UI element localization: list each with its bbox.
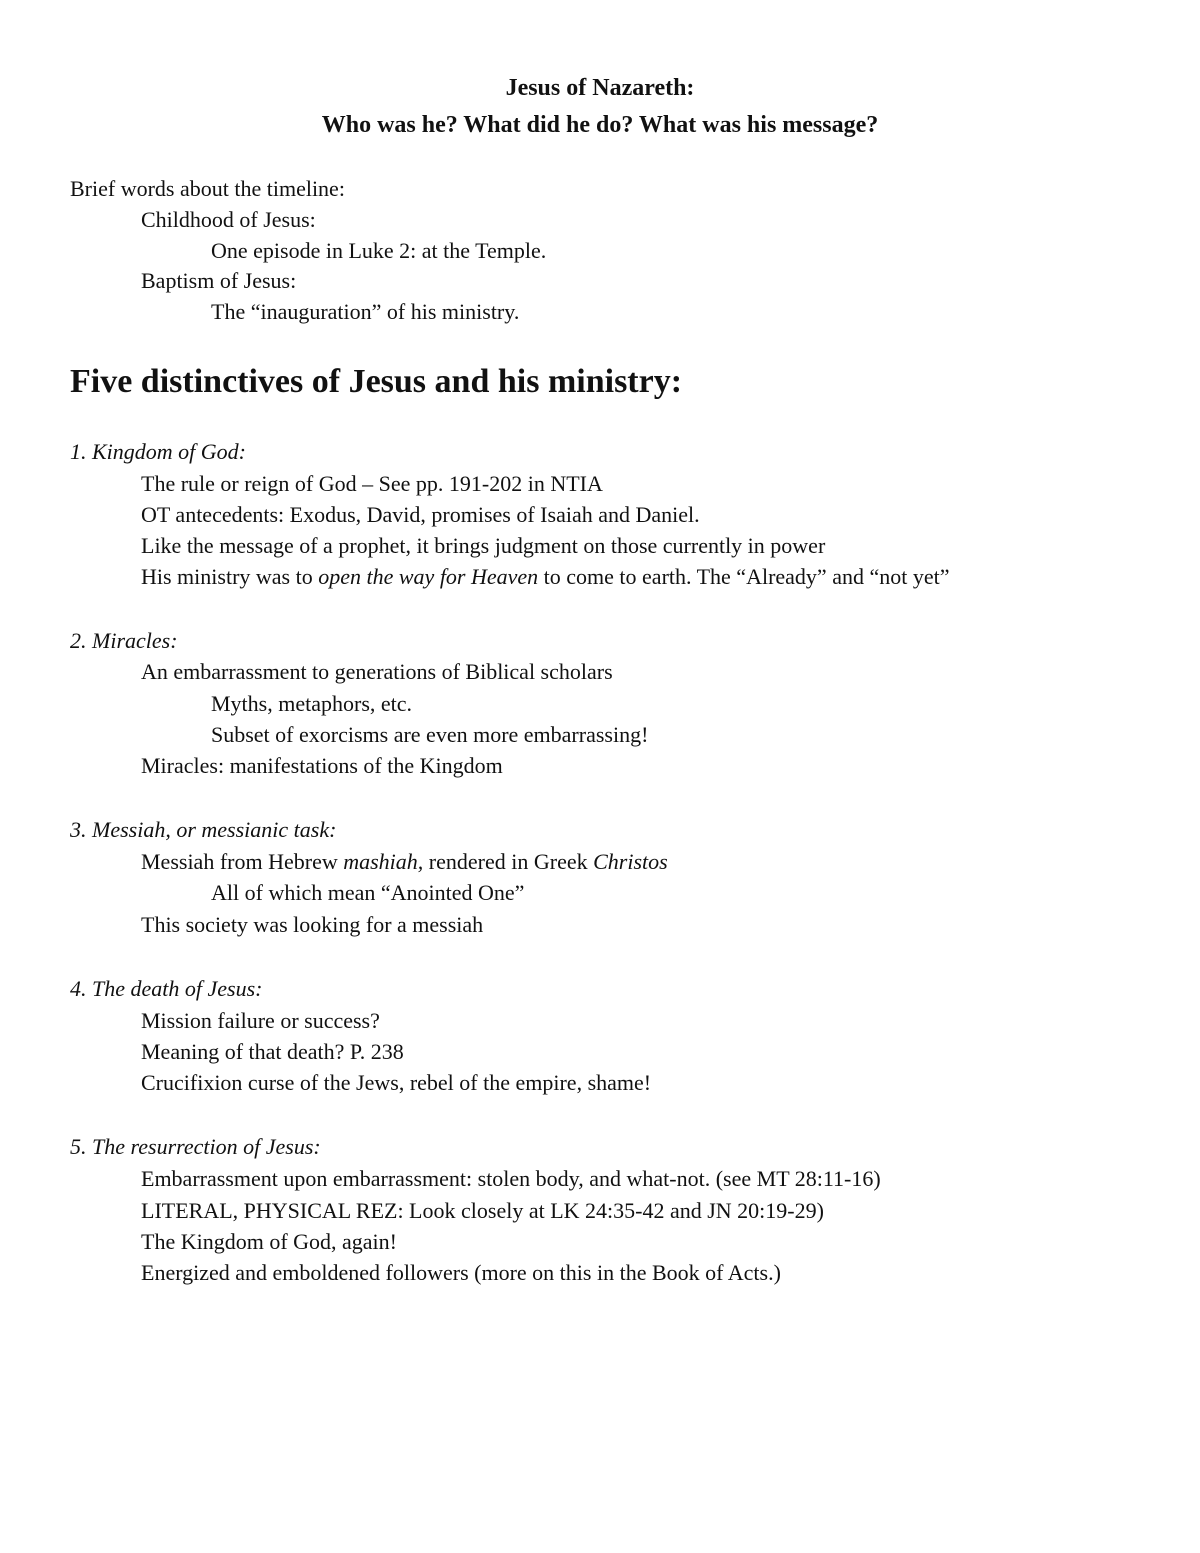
item-line: An embarrassment to generations of Biblical scholars <box>141 659 613 684</box>
item-subline: Myths, metaphors, etc. <box>211 691 413 716</box>
item-line: Meaning of that death? P. 238 <box>141 1039 404 1064</box>
text-run: His ministry was to <box>141 564 319 589</box>
item-line-mixed <box>141 562 949 592</box>
timeline-intro: Brief words about the timeline: <box>70 176 345 201</box>
item-subline: All of which mean “Anointed One” <box>211 880 525 905</box>
document-title: Jesus of Nazareth: <box>505 75 695 101</box>
timeline-childhood-detail: One episode in Luke 2: at the Temple. <box>211 238 547 263</box>
emphasized-text: open the way for Heaven <box>318 564 539 589</box>
item-line: Like the message of a prophet, it brings judgment on those currently in power <box>141 533 826 558</box>
timeline-baptism-detail: The “inauguration” of his ministry. <box>211 299 520 324</box>
emphasized-text: Christos <box>593 849 668 874</box>
item-heading-miracles: 2. Miracles: <box>70 628 178 653</box>
item-line: This society was looking for a messiah <box>141 912 484 937</box>
emphasized-text: mashiah, <box>343 849 424 874</box>
item-heading-resurrection: 5. The resurrection of Jesus: <box>70 1134 321 1159</box>
item-line: OT antecedents: Exodus, David, promises of Isaiah and Daniel. <box>141 502 700 527</box>
item-line: Mission failure or success? <box>141 1008 380 1033</box>
item-line: Miracles: manifestations of the Kingdom <box>141 753 503 778</box>
item-line: The Kingdom of God, again! <box>141 1229 397 1254</box>
item-heading-kingdom: 1. Kingdom of God: <box>70 439 246 464</box>
item-line: Crucifixion curse of the Jews, rebel of the empire, shame! <box>141 1070 652 1095</box>
item-line-mixed <box>141 847 668 877</box>
item-line: Embarrassment upon embarrassment: stolen body, and what-not. (see MT 28:11-16) <box>141 1166 881 1191</box>
text-run: Messiah from Hebrew <box>141 849 344 874</box>
document-subtitle: Who was he? What did he do? What was his message? <box>321 112 879 138</box>
item-line: Energized and emboldened followers (more on this in the Book of Acts.) <box>141 1260 781 1285</box>
item-heading-messiah: 3. Messiah, or messianic task: <box>70 817 337 842</box>
item-heading-death: 4. The death of Jesus: <box>70 976 263 1001</box>
item-subline: Subset of exorcisms are even more embarrassing! <box>211 722 649 747</box>
item-line: LITERAL, PHYSICAL REZ: Look closely at LK 24:35-42 and JN 20:19-29) <box>141 1198 824 1223</box>
timeline-childhood: Childhood of Jesus: <box>141 207 316 232</box>
section-heading: Five distinctives of Jesus and his ministry: <box>70 363 683 400</box>
item-line: The rule or reign of God – See pp. 191-202 in NTIA <box>141 471 603 496</box>
text-run: to come to earth. The “Already” and “not yet” <box>538 564 950 589</box>
timeline-baptism: Baptism of Jesus: <box>141 268 297 293</box>
text-run: rendered in Greek <box>423 849 594 874</box>
